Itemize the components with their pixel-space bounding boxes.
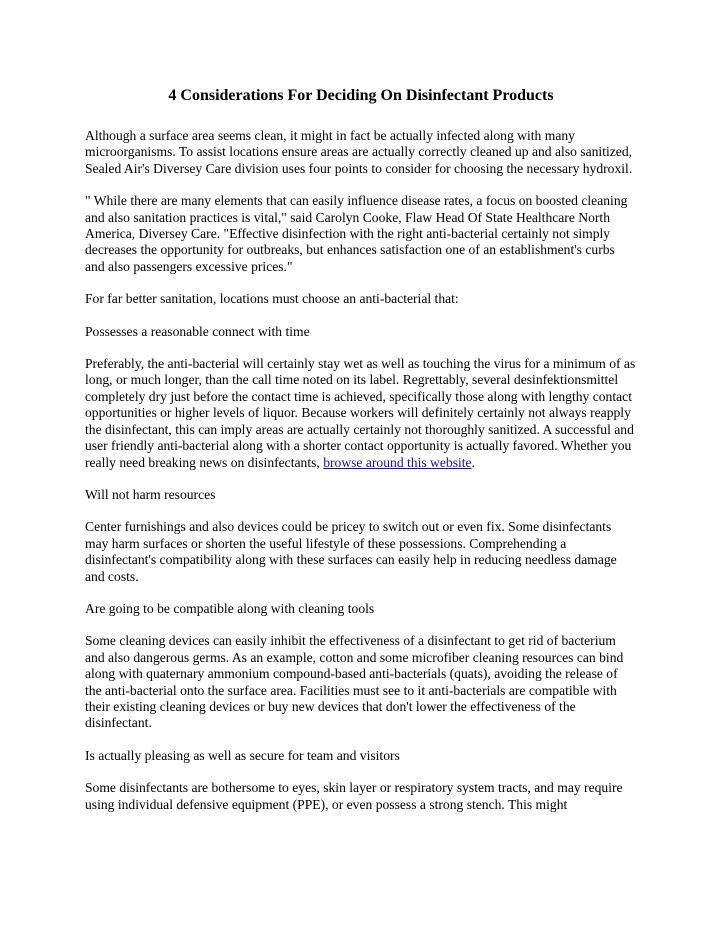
section-heading-cleaning-tools: Are going to be compatible along with cleaning tools: [85, 600, 375, 616]
resources-paragraph: Center furnishings and also devices could be pricey to switch out or even fix. Some disinfectants may harm surfaces or shorten the useful lifestyle of these possessions. Comprehending a disinfectant's compatibility along with these surfaces can easily help in reducing needless damage and costs.: [85, 519, 617, 584]
safety-paragraph: Some disinfectants are bothersome to eyes, skin layer or respiratory system tracts, and may require using individual defensive equipment (PPE), or even possess a strong stench. This might: [85, 780, 623, 812]
document-title: 4 Considerations For Deciding On Disinfectant Products: [168, 87, 554, 104]
criteria-intro-paragraph: For far better sanitation, locations must choose an anti-bacterial that:: [85, 291, 459, 307]
website-link[interactable]: browse around this website: [323, 454, 472, 470]
cleaning-tools-paragraph: Some cleaning devices can easily inhibit the effectiveness of a disinfectant to get rid of bacterium and also dangerous germs. As an example, cotton and some microfiber cleaning resources can bind along with quaternary ammonium compound-based anti-bacterials (quats), avoiding the release of the anti-bacterial onto the surface area. Facilities must see to it anti-bacterials are compatible with their existing cleaning devices or buy new devices that don't lower the effectiveness of the disinfectant.: [85, 633, 624, 731]
section-heading-safety: Is actually pleasing as well as secure for team and visitors: [85, 747, 400, 763]
section-heading-resources: Will not harm resources: [85, 486, 216, 502]
quote-paragraph: " While there are many elements that can easily influence disease rates, a focus on boosted cleaning and also sanitation practices is vital," said Carolyn Cooke, Flaw Head Of State Healthcare North America, Diversey Care. "Effective disinfection with the right anti-bacterial certainly not simply decreases the opportunity for outbreaks, but enhances satisfaction one of an establishment's curbs and also passengers excessive prices.": [85, 193, 628, 274]
contact-time-paragraph: [85, 356, 637, 471]
section-heading-contact-time: Possesses a reasonable connect with time: [85, 323, 310, 339]
contact-time-text-end: .: [471, 454, 475, 470]
intro-paragraph: Although a surface area seems clean, it might in fact be actually infected along with many microorganisms. To assist locations ensure areas are actually correctly cleaned up and also sanitized, Sealed Air's Diversey Care division uses four points to consider for choosing the necessary hydroxil.: [85, 128, 633, 176]
contact-time-text: Preferably, the anti-bacterial will certainly stay wet as well as touching the virus for a minimum of as long, or much longer, than the call time noted on its label. Regrettably, several desinfektionsmittel completely dry just before the contact time is achieved, specifically those along with lengthy contact opportunities or higher levels of liquor. Because workers will definitely certainly not always reapply the disinfectant, this can imply areas are actually certainly not thoroughly sanitized. A successful and user friendly anti-bacterial along with a shorter contact opportunity is actually favored. Whether you really need breaking news on disinfectants,: [85, 356, 636, 470]
document-page: [85, 86, 637, 829]
